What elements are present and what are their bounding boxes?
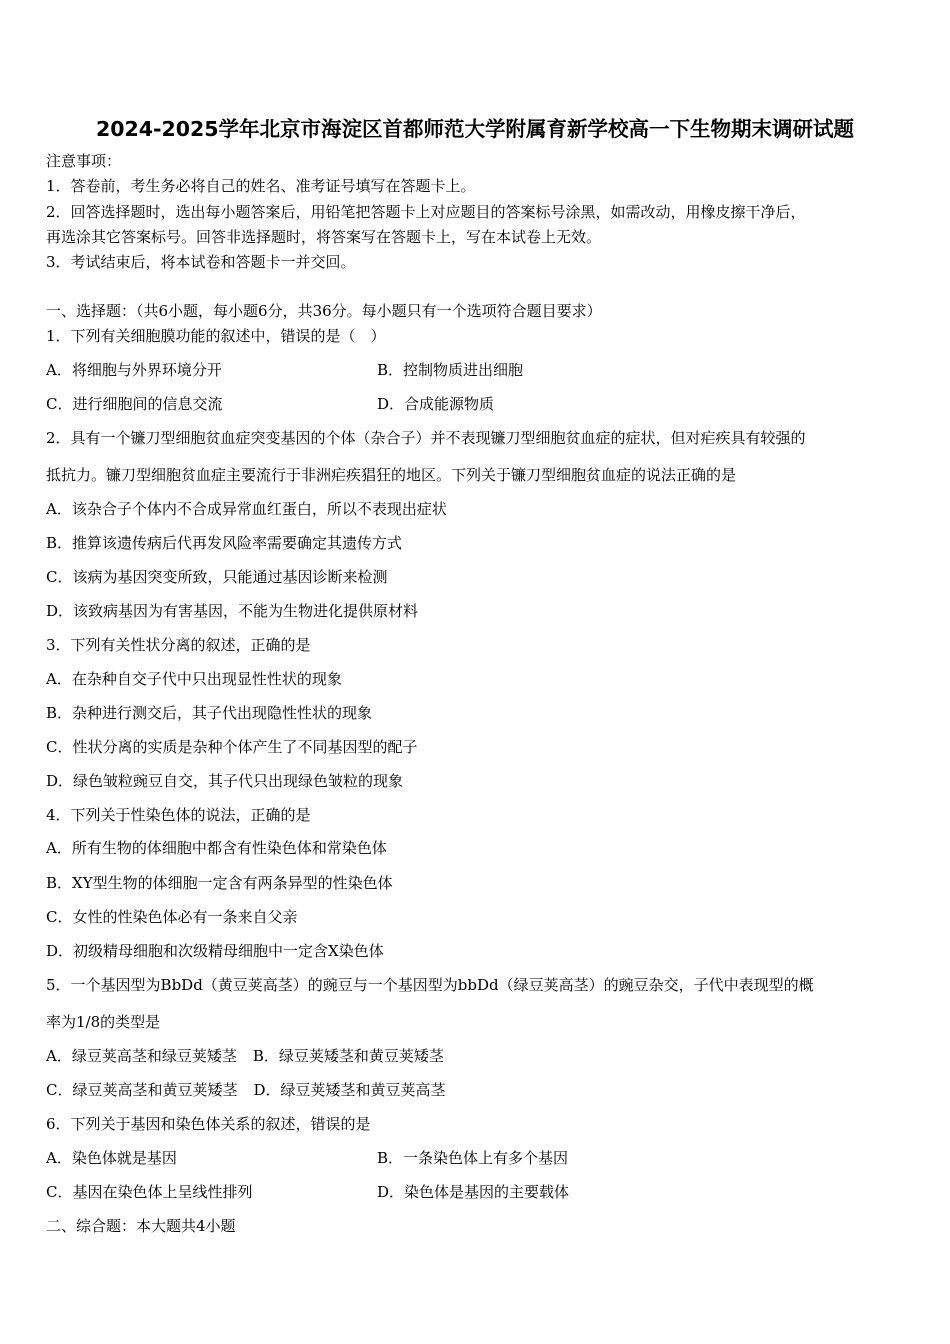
question-2-option-d: D．该致病基因为有害基因，不能为生物进化提供原材料 — [46, 602, 419, 620]
question-5-option-d: D．绿豆荚矮茎和黄豆荚高茎 — [253, 1081, 446, 1099]
notice-item: 3．考试结束后，将本试卷和答题卡一并交回。 — [46, 253, 356, 271]
question-1-option-a: A．将细胞与外界环境分开 — [46, 361, 222, 379]
question-4-option-c: C．女性的性染色体必有一条来自父亲 — [46, 908, 298, 926]
notice-item: 1．答卷前，考生务必将自己的姓名、准考证号填写在答题卡上。 — [46, 177, 476, 195]
question-3-stem: 3．下列有关性状分离的叙述，正确的是 — [46, 636, 311, 654]
notice-item: 2．回答选择题时，选出每小题答案后，用铅笔把答题卡上对应题目的答案标号涂黑，如需改动，用橡皮擦干净后， — [46, 203, 806, 221]
section-heading-comprehensive: 二、综合题：本大题共4小题 — [46, 1217, 236, 1235]
question-5-stem-line-2: 率为1/8的类型是 — [46, 1013, 161, 1031]
question-6-option-d: D．染色体是基因的主要载体 — [377, 1183, 570, 1201]
question-6-stem: 6．下列关于基因和染色体关系的叙述，错误的是 — [46, 1115, 371, 1133]
question-1-option-c: C．进行细胞间的信息交流 — [46, 395, 223, 413]
question-6-option-b: B．一条染色体上有多个基因 — [377, 1149, 569, 1167]
question-1-stem: 1．下列有关细胞膜功能的叙述中，错误的是（ ） — [46, 327, 386, 345]
question-3-option-c: C．性状分离的实质是杂种个体产生了不同基因型的配子 — [46, 738, 418, 756]
question-5-stem-line-1: 5．一个基因型为BbDd（黄豆荚高茎）的豌豆与一个基因型为bbDd（绿豆荚高茎）的豌豆杂交，子代中表现型的概 — [46, 976, 814, 994]
question-5-option-a: A．绿豆荚高茎和绿豆荚矮茎 — [46, 1047, 237, 1065]
question-5-option-c: C．绿豆荚高茎和黄豆荚矮茎 — [46, 1081, 238, 1099]
notice-item: 再选涂其它答案标号。回答非选择题时，将答案写在答题卡上，写在本试卷上无效。 — [46, 228, 602, 246]
question-1-option-d: D．合成能源物质 — [377, 395, 495, 413]
notice-heading: 注意事项： — [46, 152, 122, 170]
question-4-option-b: B．XY型生物的体细胞一定含有两条异型的性染色体 — [46, 874, 393, 892]
question-4-option-d: D．初级精母细胞和次级精母细胞中一定含X染色体 — [46, 942, 384, 960]
question-2-option-c: C．该病为基因突变所致，只能通过基因诊断来检测 — [46, 568, 388, 586]
question-2-option-b: B．推算该遗传病后代再发风险率需要确定其遗传方式 — [46, 534, 403, 552]
page-title: 2024-2025学年北京市海淀区首都师范大学附属育新学校高一下生物期末调研试题 — [95, 117, 855, 141]
question-1-option-b: B．控制物质进出细胞 — [377, 361, 524, 379]
question-2-option-a: A．该杂合子个体内不合成异常血红蛋白，所以不表现出症状 — [46, 500, 447, 518]
question-3-option-a: A．在杂种自交子代中只出现显性性状的现象 — [46, 670, 342, 688]
question-5-options-row-2 — [46, 1080, 446, 1100]
question-5-options-row-1 — [46, 1046, 444, 1066]
question-3-option-d: D．绿色皱粒豌豆自交，其子代只出现绿色皱粒的现象 — [46, 772, 404, 790]
question-2-stem-line-1: 2．具有一个镰刀型细胞贫血症突变基因的个体（杂合子）并不表现镰刀型细胞贫血症的症状，但对疟疾具有较强的 — [46, 429, 806, 447]
section-heading-choice: 一、选择题：（共6小题，每小题6分，共36分。每小题只有一个选项符合题目要求） — [46, 302, 602, 320]
question-5-option-b: B．绿豆荚矮茎和黄豆荚矮茎 — [252, 1047, 444, 1065]
question-2-stem-line-2: 抵抗力。镰刀型细胞贫血症主要流行于非洲疟疾猖狂的地区。下列关于镰刀型细胞贫血症的说法正确的是 — [46, 466, 737, 484]
question-4-stem: 4．下列关于性染色体的说法，正确的是 — [46, 806, 311, 824]
question-6-option-c: C．基因在染色体上呈线性排列 — [46, 1183, 253, 1201]
question-6-option-a: A．染色体就是基因 — [46, 1149, 177, 1167]
question-4-option-a: A．所有生物的体细胞中都含有性染色体和常染色体 — [46, 839, 387, 857]
question-3-option-b: B．杂种进行测交后，其子代出现隐性性状的现象 — [46, 704, 373, 722]
